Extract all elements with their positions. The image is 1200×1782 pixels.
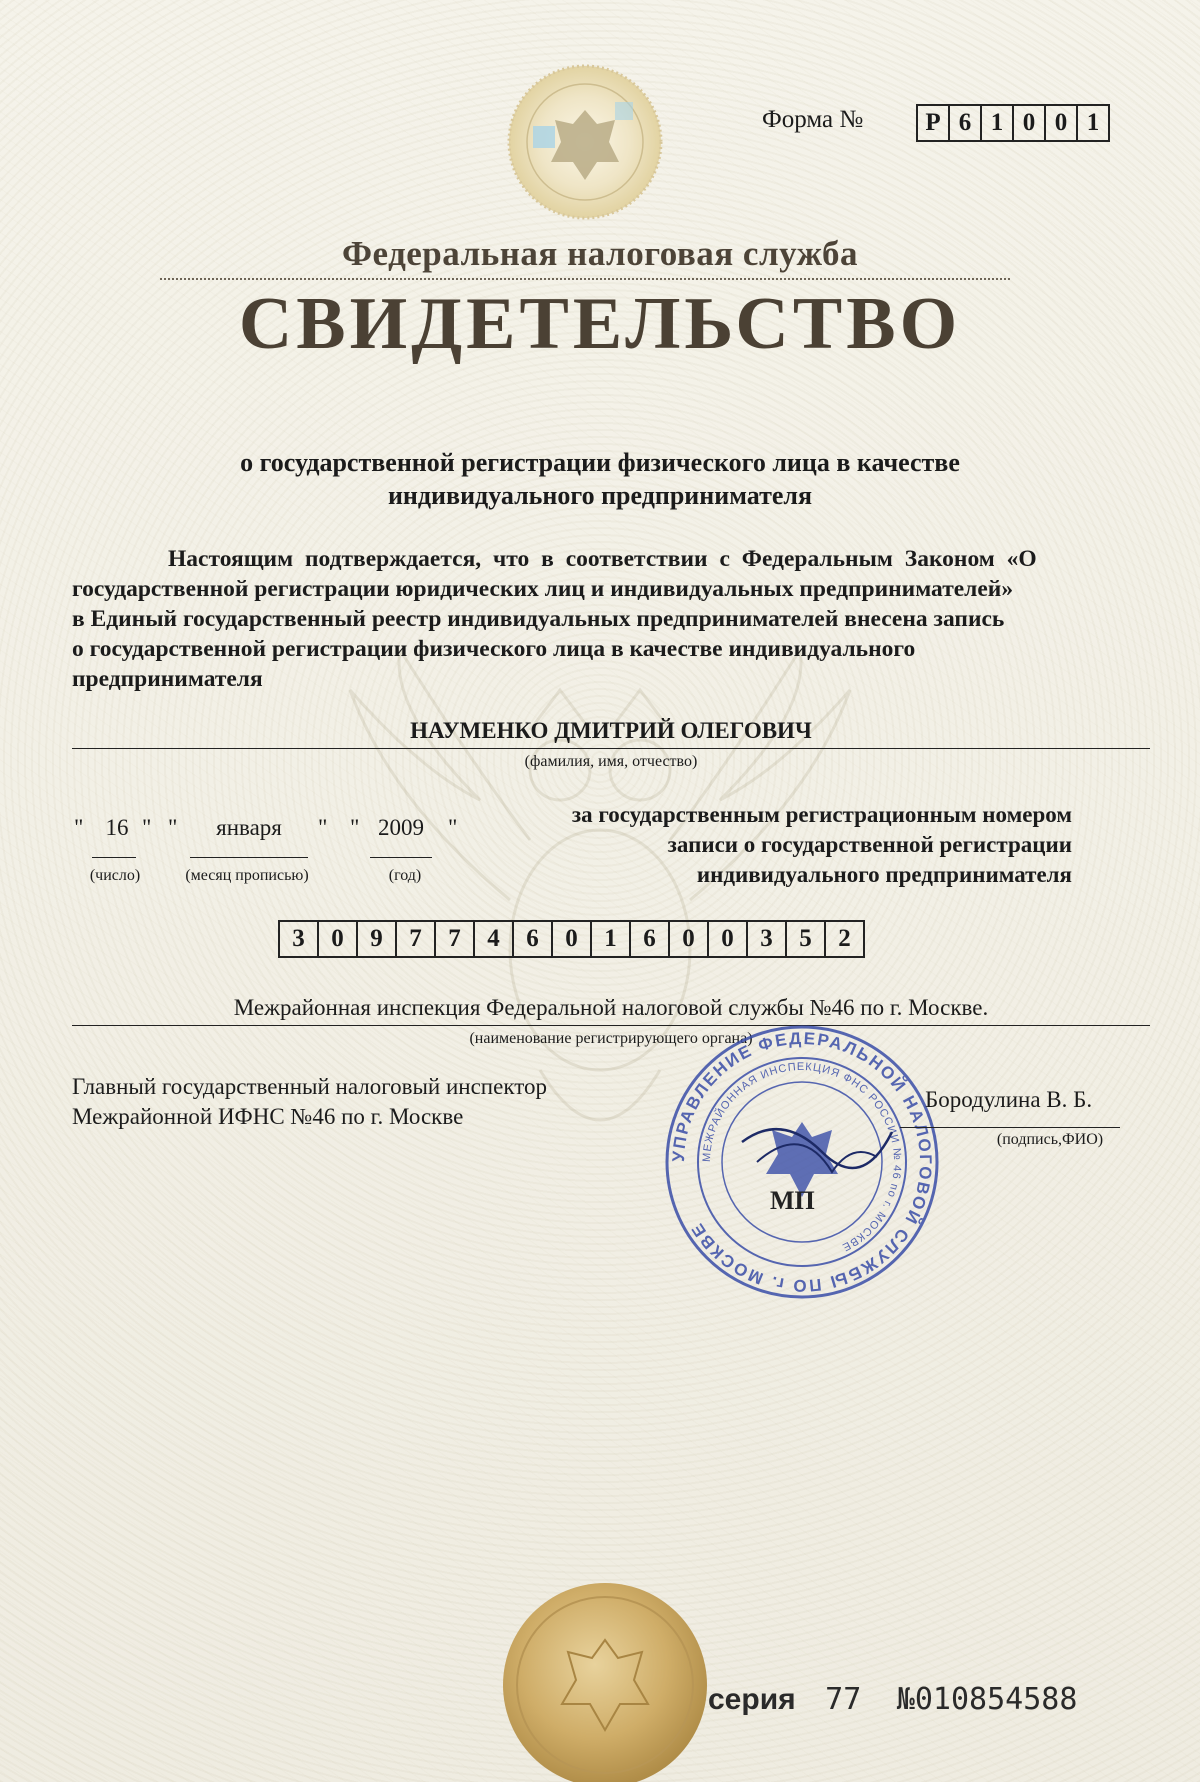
inspector-line: Межрайонной ИФНС №46 по г. Москве: [72, 1104, 464, 1129]
date-quote: ": [74, 815, 84, 840]
registration-digit: 0: [553, 922, 592, 956]
series-value: 77: [825, 1682, 862, 1717]
confirmation-paragraph: [72, 544, 1152, 694]
certificate-title: СВИДЕТЕЛЬСТВО: [238, 283, 962, 365]
signature-caption: (подпись,ФИО): [996, 1131, 1104, 1148]
series-label: серия: [708, 1683, 796, 1716]
date-quote: ": [350, 815, 360, 840]
form-code-cell: 1: [1086, 109, 1100, 136]
date-month: января: [216, 815, 282, 840]
registration-digit: 7: [436, 922, 475, 956]
series-number: [708, 1682, 1077, 1717]
paragraph-line: о государственной регистрации физического лица в качестве индивидуального: [72, 636, 916, 662]
subtitle-line: индивидуального предпринимателя: [387, 481, 813, 510]
date-quote: ": [142, 815, 152, 840]
date-quote: ": [318, 815, 328, 840]
form-code-cell: 6: [950, 106, 982, 140]
certificate-subtitle: [100, 446, 1100, 512]
signer-name: Бородулина В. Б.: [925, 1087, 1093, 1112]
hologram-emblem: [505, 62, 665, 222]
date-quote: ": [168, 815, 178, 840]
paragraph-line: Настоящим подтверждается, что в соответствии с Федеральным Законом «О: [168, 546, 1037, 572]
name-caption: (фамилия, имя, отчество): [524, 753, 698, 770]
registration-digit: 2: [838, 925, 851, 952]
form-code-cell: 0: [1014, 106, 1046, 140]
registration-digit: 0: [319, 922, 358, 956]
month-caption: (месяц прописью): [185, 867, 309, 884]
registration-text-line: индивидуального предпринимателя: [696, 862, 1072, 887]
gold-seal: [500, 1580, 710, 1782]
registration-digit: 0: [670, 922, 709, 956]
paragraph-line: в Единый государственный реестр индивидуальных предпринимателей внесена запись: [72, 606, 1005, 632]
form-number-label: Форма №: [762, 106, 864, 133]
registration-text-line: записи о государственной регистрации: [667, 832, 1072, 857]
stamp-inner-text: МЕЖРАЙОННАЯ ИНСПЕКЦИЯ ФНС РОССИИ № 46 по г. МОСКВЕ: [700, 1060, 904, 1254]
authority-underline: [72, 1025, 1150, 1026]
registration-text-line: за государственным регистрационным номером: [571, 802, 1072, 827]
day-caption: (число): [89, 867, 141, 884]
paragraph-line: государственной регистрации юридических лиц и индивидуальных предпринимателей»: [72, 576, 1014, 602]
stamp-outer-text: УПРАВЛЕНИЕ ФЕДЕРАЛЬНОЙ НАЛОГОВОЙ СЛУЖБЫ ПО г. МОСКВЕ: [668, 1028, 936, 1296]
registration-number-text: [480, 800, 1072, 890]
date-year: 2009: [378, 815, 424, 840]
authority-caption: (наименование регистрирующего органа): [469, 1030, 753, 1047]
official-stamp: [662, 1022, 942, 1302]
agency-name: Федеральная налоговая служба: [341, 234, 859, 273]
registration-digit: 3: [748, 922, 787, 956]
registration-digit: 9: [358, 922, 397, 956]
form-code-cell: 1: [982, 106, 1014, 140]
date-quote: ": [448, 815, 458, 840]
registration-digit: 3: [280, 922, 319, 956]
name-underline: [72, 748, 1150, 749]
registration-digit: 6: [631, 922, 670, 956]
year-caption: (год): [388, 867, 422, 884]
registration-number-boxes: [278, 920, 865, 958]
entrepreneur-full-name: НАУМЕНКО ДМИТРИЙ ОЛЕГОВИЧ: [410, 718, 812, 743]
paragraph-line: предпринимателя: [72, 666, 263, 692]
registration-digit: 6: [514, 922, 553, 956]
number-sign: №: [896, 1682, 915, 1717]
registration-digit: 1: [592, 922, 631, 956]
day-underline: [92, 857, 136, 858]
registration-digit: 5: [787, 922, 826, 956]
registration-digit: 0: [709, 922, 748, 956]
year-underline: [370, 857, 432, 858]
subtitle-line: о государственной регистрации физического лица в качестве: [240, 448, 960, 477]
month-underline: [190, 857, 308, 858]
date-day: 16: [105, 815, 129, 840]
form-code-cell: Р: [918, 106, 950, 140]
seal-place-mark: МП: [770, 1186, 815, 1215]
blank-number: 010854588: [914, 1682, 1078, 1717]
signature-underline: [900, 1127, 1120, 1128]
registration-digit: 7: [397, 922, 436, 956]
registering-authority: Межрайонная инспекция Федеральной налоговой службы №46 по г. Москве.: [233, 995, 989, 1020]
inspector-position: [72, 1072, 547, 1132]
inspector-line: Главный государственный налоговый инспектор: [72, 1074, 547, 1099]
agency-divider: [160, 278, 1010, 280]
registration-digit: 4: [475, 922, 514, 956]
form-code-cell: 0: [1046, 106, 1078, 140]
form-number-boxes: [916, 104, 1110, 142]
